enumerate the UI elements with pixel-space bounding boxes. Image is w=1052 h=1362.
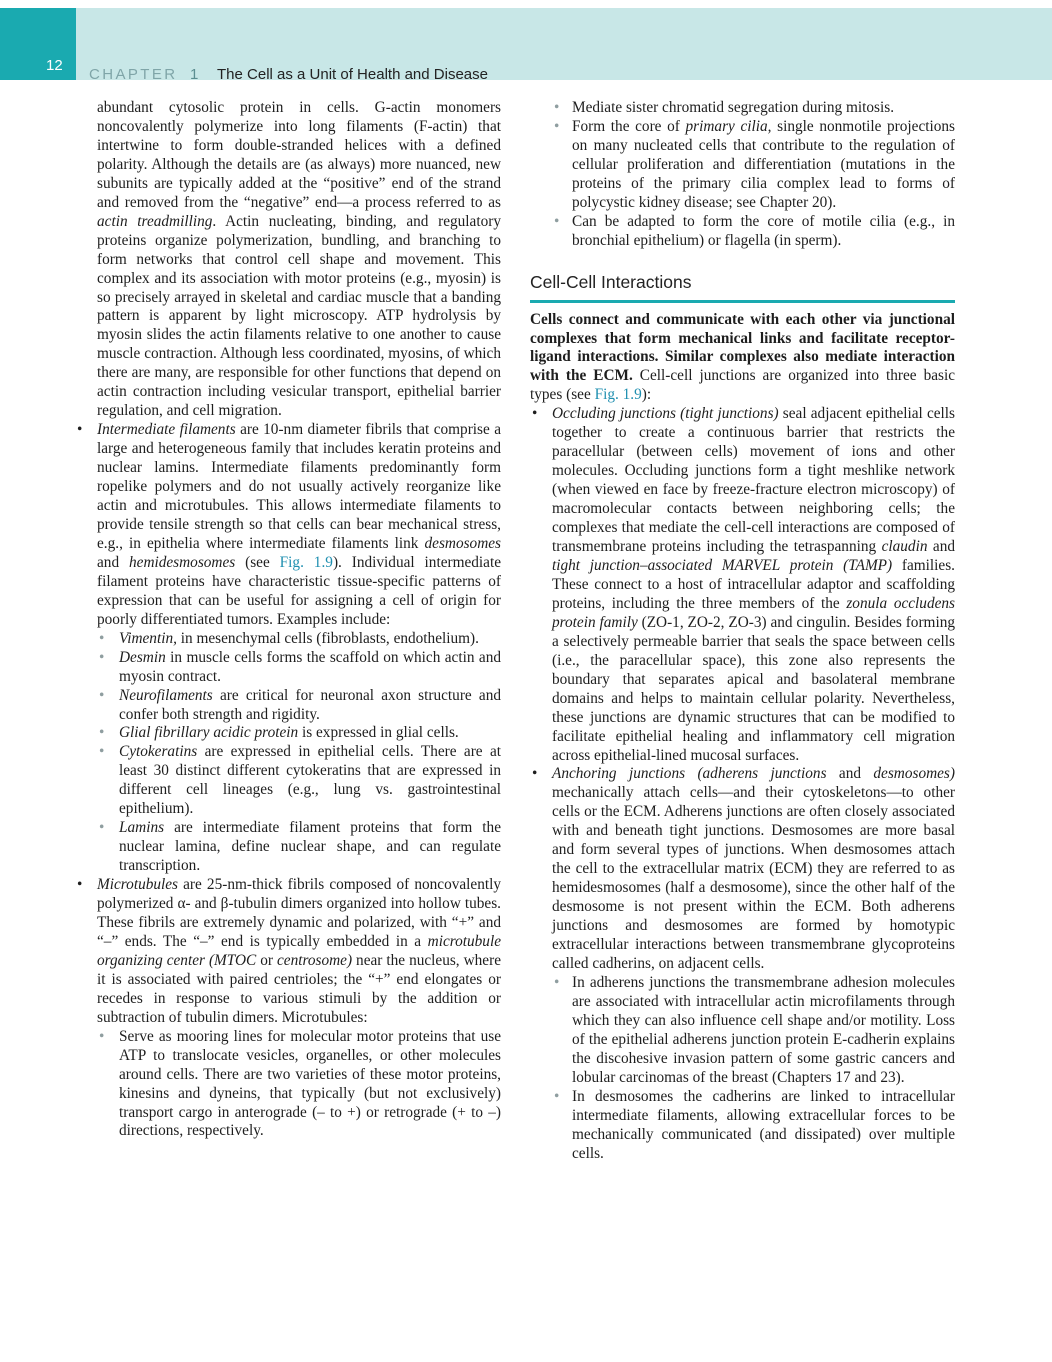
page-header bbox=[0, 8, 1052, 83]
page-number: 12 bbox=[46, 57, 63, 74]
list-item-microtubules: • Microtubules are 25-nm-thick fibrils composed of noncovalently polymerized α- and β-tubulin dimers organized into hollow tubes. These fibrils are extremely dynamic and polarized, with “+” and “–” ends. The “–” end is typically embedded in a microtubule organizing center (MTOC or centrosome) near the nucleus, where it is associated with paired centrioles; the “+” end elongates or recedes in response to various stimuli by the addition or subtraction of tubulin dimers. Microtubules: • Serve as mooring lines for molecular motor proteins that use ATP to translocate vesicles, organelles, or other molecules around cells. There are two varieties of these motor proteins, kinesins and dyneins, that typically (but not exclusively) transport cargo in anterograde (– to +) or retrograde (+ to –) directions, respectively. bbox=[77, 876, 501, 1140]
cytoskeleton-list bbox=[77, 421, 501, 1141]
section-heading: Cell-Cell Interactions bbox=[530, 273, 955, 303]
list-item-occluding-junctions: • Occluding junctions (tight junctions) seal adjacent epithelial cells together to create a continuous barrier that restricts the paracellular (between cells) movement of ions and other molecules. Occluding junctions form a tight meshlike network (when viewed en face by freeze-fracture electron microscopy) of macromolecular contacts between neighboring cells; the complexes that mediate the cell-cell interactions are composed of transmembrane proteins including the tetraspanning claudin and tight junction–associated MARVEL protein (TAMP) families. These connect to a host of intracellular adaptor and scaffolding proteins, including the three members of the zonula occludens protein family (ZO-1, ZO-2, ZO-3) and cingulin. Besides forming a selectively permeable barrier that seals the space between cells (i.e., the paracellular space), this zone also represents the boundary that separates apical and basolateral membrane domains and helps to maintain cellular polarity. Nevertheless, these junctions are dynamic structures that can be modified to facilitate epithelial healing and inflammatory cell migration across epithelial-lined mucosal surfaces. bbox=[532, 405, 955, 764]
chapter-label: CHAPTER bbox=[89, 66, 178, 83]
page-number-block bbox=[0, 8, 76, 80]
list-item: • In adherens junctions the transmembrane adhesion molecules are associated with intracellular actin microfilaments through which they can also influence cell shape and/or motility. Loss of the epithelial adherens junction protein E-cadherin explains the discohesive invasion pattern of some gastric cancers and lobular carcinomas of the breast (Chapters 17 and 23). bbox=[554, 973, 955, 1086]
list-item: • Vimentin, in mesenchymal cells (fibroblasts, endothelium). bbox=[99, 629, 479, 647]
list-item: • In desmosomes the cadherins are linked to intracellular intermediate filaments, allowing extracellular forces to be mechanically communicated (and dissipated) over multiple cells. bbox=[554, 1087, 955, 1162]
list-item-intermediate-filaments: • Intermediate filaments are 10-nm diameter fibrils that comprise a large and heterogeneous family that includes keratin proteins and nuclear lamins. Intermediate filaments predominantly form ropelike polymers and do not usually actively reorganize like actin and microtubules. This allows intermediate filaments to provide tensile strength so that cells can bear mechanical stress, e.g., in epithelia where intermediate filaments link desmosomes and hemidesmosomes (see Fig. 1.9). Individual intermediate filament proteins have characteristic tissue-specific patterns of expression that can be useful for assigning a cell of origin for poorly differentiated tumors. Examples include: • Vimentin, in mesenchymal cells (fibroblasts, endothelium). • Desmin in muscle cells forms the scaffold on which actin and myosin contract. • Neurofilaments are critical for neuronal axon structure and confer both strength and rigidity. • Glial fibrillary acidic protein is expressed in glial cells. • Cytokeratins are expressed in epithelial cells. There are at least 30 distinct different cytokeratins that are expressed in different cell lineages (e.g., lung vs. gastrointestinal epithelium). • Lamins are intermediate filament proteins that form the nuclear lamina, define nuclear shape, and can regulate transcription. bbox=[77, 421, 501, 875]
list-item: • Lamins are intermediate filament proteins that form the nuclear lamina, define nuclear shape, and can regulate transcription. bbox=[99, 819, 501, 875]
list-item: • Serve as mooring lines for molecular motor proteins that use ATP to translocate vesicles, organelles, or other molecules around cells. There are two varieties of these motor proteins, kinesins and dyneins, that typically (but not exclusively) transport cargo in anterograde (– to +) or retrograde (+ to –) directions, respectively. bbox=[99, 1027, 501, 1140]
left-column bbox=[77, 99, 501, 1141]
list-item: • Glial fibrillary acidic protein is expressed in glial cells. bbox=[99, 724, 459, 742]
list-item: • Cytokeratins are expressed in epithelial cells. There are at least 30 distinct different cytokeratins that are expressed in different cell lineages (e.g., lung vs. gastrointestinal epithelium). bbox=[99, 743, 501, 818]
list-item-anchoring-junctions: • Anchoring junctions (adherens junctions and desmosomes) mechanically attach cells—and their cytoskeletons—to other cells or the ECM. Adherens junctions are often closely associated with and beneath tight junctions. Desmosomes are more basal and form several types of junctions. When desmosomes attach the cell to the extracellular matrix (ECM) they are referred to as hemidesmosomes (half a desmosome), since the other half of the desmosome is not present within the ECM. Both adherens junctions and desmosomes are formed by homotypic extracellular interactions between transmembrane glycoproteins called cadherins, on adjacent cells. bbox=[532, 765, 955, 972]
microtubule-functions-continued bbox=[530, 99, 955, 251]
chapter-title: The Cell as a Unit of Health and Disease bbox=[217, 66, 488, 83]
figure-link[interactable]: Fig. 1.9 bbox=[594, 386, 642, 404]
microtubule-functions bbox=[97, 1028, 501, 1142]
bullet: • bbox=[77, 876, 83, 894]
section-intro: Cells connect and communicate with each other via junctional complexes that form mechanical links and facilitate receptor-ligand interactions. Similar complexes also mediate interaction with the ECM. Cell-cell junctions are organized into three basic types (see Fig. 1.9): bbox=[530, 310, 955, 404]
right-column bbox=[530, 99, 955, 1163]
list-item: • Mediate sister chromatid segregation during mitosis. bbox=[554, 99, 895, 116]
chapter-number: 1 bbox=[190, 66, 199, 83]
list-item: • Desmin in muscle cells forms the scaffold on which actin and myosin contract. bbox=[99, 648, 501, 685]
list-item: • Form the core of primary cilia, single nonmotile projections on many nucleated cells that contribute to the regulation of cellular proliferation and differentiation (mutations in the proteins of the primary cilia complex lead to forms of polycystic kidney disease; see Chapter 20). bbox=[554, 117, 956, 211]
intermediate-filament-examples bbox=[97, 630, 501, 876]
list-item: • Neurofilaments are critical for neuronal axon structure and confer both strength and rigidity. bbox=[99, 686, 501, 723]
actin-paragraph: abundant cytosolic protein in cells. G-actin monomers noncovalently polymerize into long filaments (F-actin) that intertwine to form double-stranded helices with a defined polarity. Although the details are (as always) more nuanced, new subunits are typically added at the “positive” end of the strand and removed from the “negative” end—a process referred to as actin treadmilling. Actin nucleating, binding, and regulatory proteins organize polymerization, bundling, and branching to form networks that control cell shape and movement. This complex and its association with motor proteins (e.g., myosin) is so precisely arrayed in skeletal and cardiac muscle that a banding pattern is apparent by light microscopy. ATP hydrolysis by myosin slides the actin filaments relative to one another to cause muscle contraction. Although less coordinated, myosins, of which there are many, are responsible for other functions that depend on actin contraction including vesicular transport, epithelial barrier regulation, and cell migration. bbox=[97, 99, 501, 420]
bullet: • bbox=[77, 421, 83, 439]
list-item: • Can be adapted to form the core of motile cilia (e.g., in bronchial epithelium) or flagella (in sperm). bbox=[554, 212, 955, 249]
anchoring-junction-details bbox=[530, 974, 955, 1164]
figure-link[interactable]: Fig. 1.9 bbox=[279, 553, 333, 571]
junction-types-list bbox=[530, 405, 955, 974]
